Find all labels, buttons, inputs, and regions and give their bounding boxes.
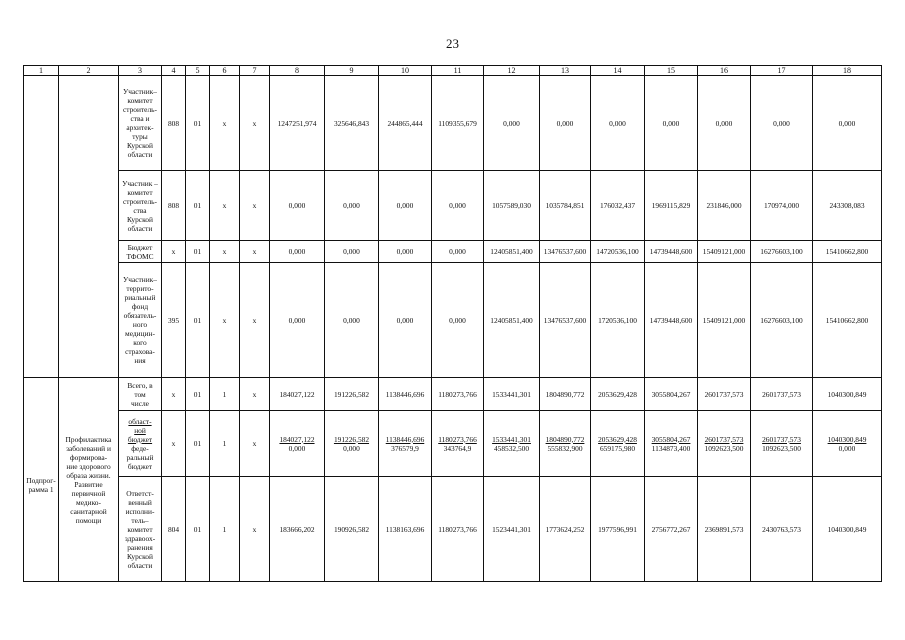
code-cell: 01 <box>186 477 210 582</box>
participant-name-line: строитель- <box>123 105 157 114</box>
participant-name-line: Участник– <box>123 87 157 96</box>
participant-name <box>119 263 162 378</box>
participant-name-line: области <box>127 560 153 570</box>
participant-name-line: Всего, в <box>127 380 153 390</box>
column-number-17: 17 <box>751 66 813 76</box>
value-cell: 1773624,252 <box>540 477 591 582</box>
subprogram-name-line: формирова- <box>69 452 108 462</box>
participant-name-line: медицин- <box>125 329 155 338</box>
participant-name <box>119 76 162 171</box>
subprogram-name-line: Развитие <box>74 479 103 489</box>
participant-name-line: кого <box>133 338 147 347</box>
value-cell <box>484 411 540 477</box>
value-cell <box>591 411 645 477</box>
subprogram-label <box>24 378 59 582</box>
participant-name <box>119 411 162 477</box>
code-cell: 1 <box>210 378 240 411</box>
code-cell: x <box>240 241 270 263</box>
code-cell: 808 <box>162 171 186 241</box>
participant-name-line: бюджет <box>127 461 153 471</box>
value-cell: 1138446,696 <box>379 378 432 411</box>
column-number-13: 13 <box>540 66 591 76</box>
value-line: 184027,122 <box>279 434 315 444</box>
subprogram-name-line: санитарной <box>70 506 107 516</box>
value-cell <box>813 411 882 477</box>
code-cell: x <box>240 263 270 378</box>
value-cell: 0,000 <box>379 171 432 241</box>
value-line: 191226,582 <box>333 434 370 444</box>
column-number-6: 6 <box>210 66 240 76</box>
code-cell: 1 <box>210 411 240 477</box>
value-line: 3055804,267 <box>651 434 691 444</box>
value-cell: 16276603,100 <box>751 263 813 378</box>
participant-name-line: комитет <box>127 187 153 197</box>
participant-name-line: том <box>134 389 146 399</box>
participant-name-line: Участник – <box>122 178 158 188</box>
subprogram-name <box>59 378 119 582</box>
code-cell: x <box>210 241 240 263</box>
code-cell: x <box>210 171 240 241</box>
value-line: 1134873,400 <box>651 443 691 453</box>
value-line: 2601737,573 <box>762 434 801 444</box>
column-number-5: 5 <box>186 66 210 76</box>
participant-name-line: Курской <box>127 214 153 224</box>
value-cell <box>379 411 432 477</box>
code-cell: 01 <box>186 411 210 477</box>
value-cell <box>270 411 325 477</box>
value-cell: 1057589,030 <box>484 171 540 241</box>
participant-name-line: Бюджет <box>127 242 153 252</box>
table-row <box>24 411 882 477</box>
participant-name-line: област- <box>128 416 152 426</box>
subprogram-name-line: первичной <box>71 488 106 498</box>
value-cell: 0,000 <box>270 241 325 263</box>
participant-name <box>119 241 162 263</box>
value-cell: 191226,582 <box>325 378 379 411</box>
value-line: 555832,900 <box>547 443 583 453</box>
code-cell: x <box>240 477 270 582</box>
participant-name-line: феде- <box>131 443 149 453</box>
value-cell: 0,000 <box>325 241 379 263</box>
value-cell: 0,000 <box>645 76 698 171</box>
participant-name-line: области <box>127 223 153 233</box>
value-cell: 1247251,974 <box>270 76 325 171</box>
participant-name-line: области <box>127 150 153 159</box>
value-cell: 0,000 <box>379 241 432 263</box>
code-cell: 01 <box>186 171 210 241</box>
participant-name-line: тель– <box>131 515 149 525</box>
value-cell: 1969115,829 <box>645 171 698 241</box>
participant-name-line: Курской <box>127 141 153 150</box>
subprogram-name-line: Профилактика <box>65 434 112 444</box>
value-cell <box>325 411 379 477</box>
value-line: 0,000 <box>343 443 360 453</box>
subprogram-name-line: помощи <box>75 515 102 525</box>
participant-name-line: фонд <box>131 302 149 311</box>
column-number-4: 4 <box>162 66 186 76</box>
empty-cell <box>24 76 59 378</box>
participant-name-line: Курской <box>127 551 153 561</box>
value-cell: 1180273,766 <box>432 378 484 411</box>
code-cell: 01 <box>186 241 210 263</box>
participant-name-line: туры <box>132 132 148 141</box>
subprogram-name-line: медико- <box>76 497 101 507</box>
table-row <box>24 378 882 411</box>
column-number-16: 16 <box>698 66 751 76</box>
value-cell: 0,000 <box>325 171 379 241</box>
value-cell: 0,000 <box>813 76 882 171</box>
value-cell: 0,000 <box>540 76 591 171</box>
value-cell: 3055804,267 <box>645 378 698 411</box>
value-cell: 184027,122 <box>270 378 325 411</box>
column-number-14: 14 <box>591 66 645 76</box>
column-number-9: 9 <box>325 66 379 76</box>
value-cell <box>645 411 698 477</box>
value-cell <box>432 411 484 477</box>
participant-name-line: Участник– <box>123 275 157 284</box>
value-line: 1180273,766 <box>438 434 477 444</box>
value-cell: 0,000 <box>270 263 325 378</box>
value-cell: 0,000 <box>484 76 540 171</box>
value-cell: 12405851,400 <box>484 241 540 263</box>
code-cell: x <box>240 76 270 171</box>
value-line: 1138446,696 <box>385 434 425 444</box>
participant-name-line: венный <box>128 497 152 507</box>
value-cell: 1035784,851 <box>540 171 591 241</box>
value-cell: 15409121,000 <box>698 263 751 378</box>
participant-name-line: ния <box>134 356 146 365</box>
code-cell: 808 <box>162 76 186 171</box>
column-number-3: 3 <box>119 66 162 76</box>
value-cell: 1180273,766 <box>432 477 484 582</box>
value-line: 1533441,301 <box>492 434 531 444</box>
value-cell: 15410662,800 <box>813 241 882 263</box>
participant-name-line: ного <box>132 320 148 329</box>
value-line: 1804890,772 <box>545 434 585 444</box>
value-cell: 2756772,267 <box>645 477 698 582</box>
value-cell: 14739448,600 <box>645 241 698 263</box>
code-cell: x <box>162 378 186 411</box>
value-cell: 244865,444 <box>379 76 432 171</box>
value-cell: 243308,083 <box>813 171 882 241</box>
participant-name-line: ства <box>133 205 147 215</box>
subprogram-name-line: образа жизни. <box>66 470 111 480</box>
column-number-15: 15 <box>645 66 698 76</box>
value-cell: 231846,000 <box>698 171 751 241</box>
subprogram-label-line: Подпрог- <box>26 475 56 485</box>
participant-name-line: ранения <box>127 542 153 552</box>
value-cell: 1523441,301 <box>484 477 540 582</box>
value-line: 1092623,500 <box>704 443 744 453</box>
table-row <box>24 241 882 263</box>
participant-name <box>119 378 162 411</box>
value-cell: 1720536,100 <box>591 263 645 378</box>
value-line: 1092623,500 <box>762 443 801 453</box>
value-cell: 14720536,100 <box>591 241 645 263</box>
code-cell: x <box>162 241 186 263</box>
code-cell: x <box>210 76 240 171</box>
subprogram-name-line: заболеваний и <box>66 443 111 453</box>
participant-name-line: строитель- <box>123 196 157 206</box>
value-cell: 0,000 <box>432 241 484 263</box>
value-cell: 170974,000 <box>751 171 813 241</box>
participant-name-line: исполни- <box>125 506 155 516</box>
participant-name-line: риальный <box>124 293 156 302</box>
value-cell: 2430763,573 <box>751 477 813 582</box>
value-cell: 2369891,573 <box>698 477 751 582</box>
subprogram-label-line: рамма 1 <box>28 484 54 494</box>
value-cell: 1804890,772 <box>540 378 591 411</box>
code-cell: x <box>162 411 186 477</box>
column-number-7: 7 <box>240 66 270 76</box>
participant-name-line: ральный <box>126 452 154 462</box>
participant-name-line: архитек- <box>126 123 154 132</box>
value-cell: 15410662,800 <box>813 263 882 378</box>
value-cell: 14739448,600 <box>645 263 698 378</box>
value-cell: 183666,202 <box>270 477 325 582</box>
participant-name-line: здравоох- <box>124 533 156 543</box>
value-cell: 2053629,428 <box>591 378 645 411</box>
budget-table <box>23 65 882 582</box>
value-cell: 13476537,600 <box>540 241 591 263</box>
code-cell: 01 <box>186 378 210 411</box>
table-row <box>24 171 882 241</box>
participant-name-line: обязатель- <box>123 311 157 320</box>
participant-name-line: бюджет <box>127 434 153 444</box>
column-number-12: 12 <box>484 66 540 76</box>
participant-name <box>119 171 162 241</box>
column-number-10: 10 <box>379 66 432 76</box>
column-number-row <box>24 66 882 76</box>
column-number-1: 1 <box>24 66 59 76</box>
participant-name-line: комитет <box>127 96 153 105</box>
value-cell: 1040300,849 <box>813 477 882 582</box>
participant-name-line: страхова- <box>125 347 155 356</box>
participant-name-line: ства и <box>130 114 150 123</box>
participant-name-line: комитет <box>127 524 153 534</box>
value-line: 0,000 <box>838 443 856 453</box>
value-cell: 1977596,991 <box>591 477 645 582</box>
code-cell: x <box>240 171 270 241</box>
value-line: 659175,980 <box>599 443 636 453</box>
column-number-8: 8 <box>270 66 325 76</box>
value-line: 1040300,849 <box>827 434 867 444</box>
value-cell: 0,000 <box>751 76 813 171</box>
value-line: 0,000 <box>288 443 306 453</box>
code-cell: 395 <box>162 263 186 378</box>
subprogram-name-line: ние здорового <box>66 461 111 471</box>
value-cell: 190926,582 <box>325 477 379 582</box>
code-cell: 804 <box>162 477 186 582</box>
table-row <box>24 477 882 582</box>
value-cell: 2601737,573 <box>751 378 813 411</box>
value-cell: 0,000 <box>379 263 432 378</box>
code-cell: x <box>240 378 270 411</box>
value-line: 2601737,573 <box>704 434 744 444</box>
value-cell: 2601737,573 <box>698 378 751 411</box>
value-cell: 0,000 <box>270 171 325 241</box>
participant-name-line: террито- <box>126 284 154 293</box>
value-line: 2053629,428 <box>598 434 637 444</box>
value-cell: 176032,437 <box>591 171 645 241</box>
value-cell: 15409121,000 <box>698 241 751 263</box>
value-cell: 1109355,679 <box>432 76 484 171</box>
value-line: 343764,9 <box>443 443 472 453</box>
column-number-11: 11 <box>432 66 484 76</box>
page-number: 23 <box>446 36 459 51</box>
code-cell: x <box>240 411 270 477</box>
value-cell: 0,000 <box>432 171 484 241</box>
participant-name <box>119 477 162 582</box>
table-row <box>24 76 882 171</box>
value-cell: 1040300,849 <box>813 378 882 411</box>
column-number-2: 2 <box>59 66 119 76</box>
participant-name-line: Ответст- <box>126 488 154 498</box>
value-cell: 0,000 <box>591 76 645 171</box>
value-cell: 12405851,400 <box>484 263 540 378</box>
value-cell: 1138163,696 <box>379 477 432 582</box>
participant-name-line: числе <box>131 398 149 408</box>
column-number-18: 18 <box>813 66 882 76</box>
value-cell: 0,000 <box>325 263 379 378</box>
empty-cell <box>59 76 119 378</box>
code-cell: 01 <box>186 263 210 378</box>
value-cell: 0,000 <box>698 76 751 171</box>
value-line: 376579,9 <box>391 443 419 453</box>
value-cell: 325646,843 <box>325 76 379 171</box>
value-cell: 0,000 <box>432 263 484 378</box>
participant-name-line: ТФОМС <box>126 251 154 261</box>
value-line: 458532,500 <box>493 443 530 453</box>
code-cell: 1 <box>210 477 240 582</box>
code-cell: 01 <box>186 76 210 171</box>
code-cell: x <box>210 263 240 378</box>
value-cell <box>540 411 591 477</box>
value-cell <box>698 411 751 477</box>
value-cell <box>751 411 813 477</box>
participant-name-line: ной <box>134 425 146 435</box>
value-cell: 16276603,100 <box>751 241 813 263</box>
value-cell: 1533441,301 <box>484 378 540 411</box>
table-row <box>24 263 882 378</box>
value-cell: 13476537,600 <box>540 263 591 378</box>
